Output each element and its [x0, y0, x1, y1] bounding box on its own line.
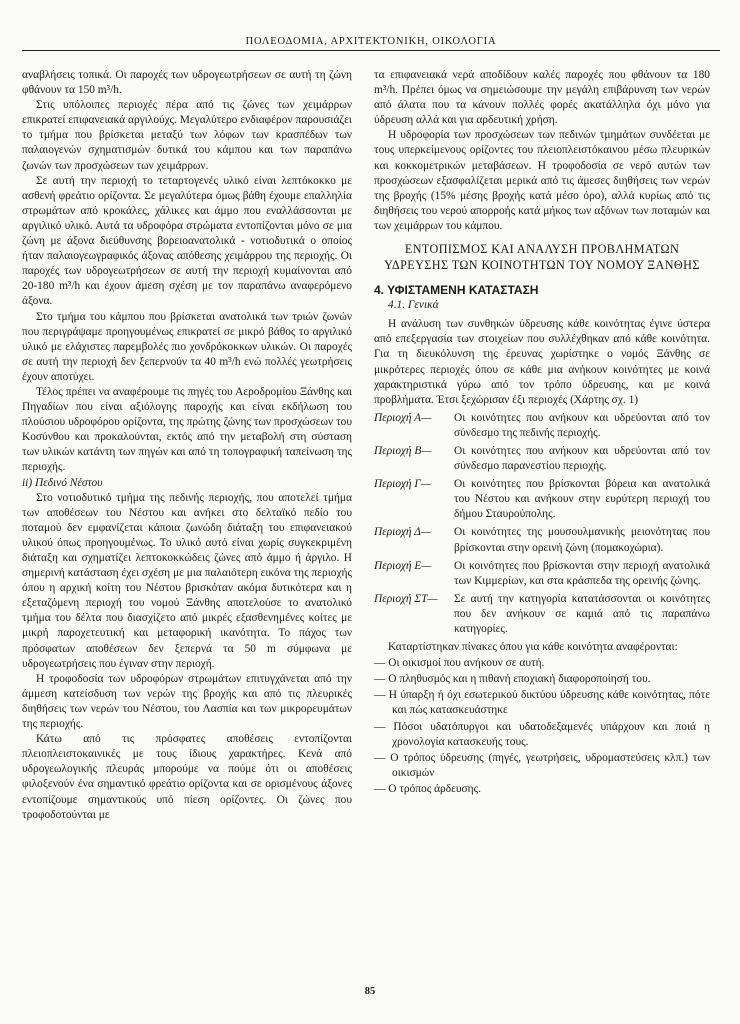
area-text: Οι κοινότητες που βρίσκονται βόρεια και ανατολικά του Νέστου και ανήκουν στην ευρύτερη περιοχή του δήμου Σταυρούπολης. — [454, 478, 710, 521]
heading-4-1: 4.1. Γενικά — [388, 299, 439, 312]
running-header — [22, 36, 720, 51]
paragraph: Καταρτίστηκαν πίνακες όπου για κάθε κοινότητα αναφέρονται: — [388, 641, 678, 654]
running-title: ΠΟΛΕΟΔΟΜΙΑ, ΑΡΧΙΤΕΚΤΟΝΙΚΗ, ΟΙΚΟΛΟΓΙΑ — [245, 36, 497, 47]
area-text: Σε αυτή την κατηγορία κατατάσσονται οι κοινότητες που δεν ανήκουν σε καμιά από τις παραπάνω κατηγορίες. — [454, 592, 710, 635]
paragraph: Στο τμήμα του κάμπου που βρίσκεται ανατολικά των τριών ζωνών που περιγράψαμε προηγουμένως επικρατεί σε μικρό βάθος το αργιλικό υλικό με ελάχιστες παρεμβολές πιο χονδρόκοκκων υλικών. Οι παροχές σε αυτή την περιοχή δεν ξεπερνούν τα 40 m³/h ενώ πολλές γεωτρήσεις έχουν αποτύχει. — [22, 310, 352, 383]
list-item: — Οι οικισμοί που ανήκουν σε αυτή. — [374, 656, 710, 671]
right-column — [374, 68, 710, 798]
area-item — [374, 592, 710, 637]
area-item — [374, 559, 710, 589]
section-title: ΕΝΤΟΠΙΣΜΟΣ ΚΑΙ ΑΝΑΛΥΣΗ ΠΡΟΒΛΗΜΑΤΩΝ ΥΔΡΕΥΣΗΣ ΤΩΝ ΚΟΙΝΟΤΗΤΩΝ ΤΟΥ ΝΟΜΟΥ ΞΑΝΘΗΣ — [384, 242, 700, 272]
area-label: Περιοχή Γ— — [374, 478, 431, 491]
table-contents-list — [374, 656, 710, 797]
subheading: ii) Πεδινό Νέστου — [22, 476, 103, 489]
area-label: Περιοχή Β— — [374, 444, 432, 457]
paragraph: Τέλος πρέπει να αναφέρουμε τις πηγές του Αεροδρομίου Ξάνθης και Πηγαδίων που είναι αξιόλογης παροχής και είναι εκδήλωση του πλούσιου υδροφόρου ορίζοντα, της πρώτης ζώνης των προσχώσεων του Κοσύνθου και προκαλούνται, εκτός από την μεταβολή στη σύσταση των υλικών κατάντη των πηγών και από τη τοπογραφική ταπείνωση της περιοχής. — [22, 385, 352, 474]
area-list — [374, 411, 710, 637]
area-item — [374, 411, 710, 441]
list-item: — Ο τρόπος άρδευσης. — [374, 782, 710, 797]
list-item: — Η ύπαρξη ή όχι εσωτερικού δικτύου ύδρευσης κάθε κοινότητας, πότε και πώς κατασκευάστηκε — [374, 688, 710, 718]
list-item: — Πόσοι υδατόπυργοι και υδατοδεξαμενές υπάρχουν και ποιά η χρονολογία κατασκευής τους. — [374, 720, 710, 750]
area-item — [374, 477, 710, 522]
area-item — [374, 444, 710, 474]
page-number: 85 — [364, 986, 376, 997]
paragraph: τα επιφανειακά νερά αποδίδουν καλές παροχές που φθάνουν τα 180 m³/h. Πρέπει όμως να σημειώσουμε την μεγάλη επιβάρυνση των νερών από άλατα που τα κάνουν πολλές φορές ακατάλληλα όχι μόνο για ύδρευση αλλά και για αρδευτική χρήση. — [374, 69, 710, 127]
area-text: Οι κοινότητες της μουσουλμανικής μειονότητας που βρίσκονται στην ορεινή ζώνη (πομακοχώρια). — [454, 526, 710, 554]
area-label: Περιοχή ΣΤ— — [374, 592, 438, 605]
heading-4: 4. ΥΦΙΣΤΑΜΕΝΗ ΚΑΤΑΣΤΑΣΗ — [374, 283, 539, 298]
area-item — [374, 525, 710, 555]
area-text: Οι κοινότητες που βρίσκονται στην περιοχή ανατολικά των Κιμμερίων, και στα κράσπεδα της ορεινής ζώνης. — [454, 559, 710, 587]
list-item: — Ο τρόπος ύδρευσης (πηγές, γεωτρήσεις, υδρομαστεύσεις κλπ.) των οικισμών — [374, 751, 710, 781]
paragraph: Η υδροφορία των προσχώσεων των πεδινών τμημάτων συνδέεται με τους υπερκείμενους ορίζοντες του πλειοπλειστόκαινου μέσω πλευρικών και κοκκομετρικών μεταβάσεων. Η τροφοδοσία σε νερό αυτών των προσχώσεων εξασφαλίζεται μερικά από τις άμεσες διηθήσεις των νερών της βροχής (15% μέσης βροχής κατά μέσο όρο), αλλά κυρίως από τις διηθήσεις του νερού απορροής κατά μήκος των αξόνων των ποταμών και των χειμάρρων του κάμπου. — [374, 129, 710, 232]
paragraph: Στις υπόλοιπες περιοχές πέρα από τις ζώνες των χειμάρρων επικρατεί επιφανειακά αργιλούχς. Μεγαλύτερο ενδιαφέρον παρουσιάζει το τμήμα που βρίσκεται μεταξύ των λόφων των κρασπέδων των παλαιογενών σχηματισμών δυτικά του κάμπου και των παραπάνω ζωνών των προσχώσεων των χειμάρρων. — [22, 99, 352, 172]
paragraph: Σε αυτή την περιοχή το τεταρτογενές υλικό είναι λεπτόκοκκο με ασθενή φρεάτιο ορίζοντα. Σε μεγαλύτερα όμως βάθη έχουμε επαλληλία στρωμάτων από κροκάλες, χάλικες και άμμο που εναλλάσσονται με αργιλικό υλικό. Αυτά τα υδροφόρα στρώματα εντοπίζονται μόνο σε μια ζώνη με άξονα διεύθυνσης βορειοανατολικά - νοτιοδυτικά ο οποίος ήταν παλαιογεωγραφικός άξονας απόθεσης χειμάρρου της περιοχής. Οι παροχές των υδρογεωτρήσεων σε αυτή την περιοχή κυμαίνονται από 20-180 m³/h και έχουν άμεση σχέση με τον παραπάνω αναφερόμενο άξονα. — [22, 174, 352, 308]
area-label: Περιοχή Α— — [374, 411, 432, 424]
area-text: Οι κοινότητες που ανήκουν και υδρεύονται από τον σύνδεσμο της πεδινής περιοχής. — [454, 411, 710, 439]
list-item: — Ο πληθυσμός και η πιθανή εποχιακή διαφοροποίησή του. — [374, 672, 710, 687]
paragraph: Κάτω από τις πρόσφατες αποθέσεις εντοπίζονται πλειοπλειστοκαινικές με τους ίδιους χαρακτήρες. Κενά από υδρογεωλογικής πλευράς μπορούμε να πούμε ότι οι αποθέσεις φιλοξενούν ένα σημαντικό φρεάτιο ορίζοντα και σε ορισμένους άξονες εντοπίζουμε σημαντικούς υπό πίεση ορίζοντες. Οι ζώνες που τροφοδοτούνται με — [22, 733, 352, 821]
paragraph: αναβλήσεις τοπικά. Οι παροχές των υδρογεωτρήσεων σε αυτή τη ζώνη φθάνουν τα 150 m³/h. — [22, 69, 352, 97]
area-text: Οι κοινότητες που ανήκουν και υδρεύονται από τον σύνδεσμο παρανεστίου περιοχής. — [454, 444, 710, 473]
paragraph: Η τροφοδοσία των υδροφόρων στρωμάτων επιτυγχάνεται από την άμμεση κατείσδυση των νερών της βροχής και από τις πλευρικές διηθήσεις των νερών του Νέστου, του Λασπία και των μικρορευμάτων της περιοχής. — [22, 672, 352, 731]
paragraph: Η ανάλυση των συνθηκών ύδρευσης κάθε κοινότητας έγινε ύστερα από επεξεργασία των στοιχείων που συλλέχθηκαν από κάθε κοινότητα. Για τη διευκόλυνση της έρευνας χωρίστηκε ο νομός Ξάνθης σε μικρότερες περιοχές όπου σε κάθε μια ανήκουν κοινότητες με κοινά χαρακτηριστικά γύρω από τον τρόπο ύδρευσης, και με κοινά προβλήματα. Έτσι ξεχώρισαν έξι περιοχές (Χάρτης σχ. 1) — [374, 318, 710, 406]
area-label: Περιοχή Ε— — [374, 559, 432, 572]
area-label: Περιοχή Δ— — [374, 526, 431, 539]
left-column — [22, 68, 352, 823]
paragraph: Στο νοτιοδυτικό τμήμα της πεδινής περιοχής, που αποτελεί τμήμα των αποθέσεων του Νέστου και ανήκει στο δελταϊκό πεδίο του ποταμού δεν εμφανίζεται κάποια ζωνώδη διάταξη του επιφανειακού υλικού όπως προηγουμένως. Το υλικό αυτό είναι χωρίς συγκεκριμένη διάταξη και σχηματίζει λεπτοκοκκώδεις ζώνες από άμμο ή άργιλο. Η σημερινή κατάσταση έχει σχέση με μια παλαιότερη εικόνα της περιοχής όπου η αρχική κοίτη του Νέστου βρισκόταν ακόμα δυτικότερα και η εξεταζόμενη περιοχή του νομού Ξάνθης αποτελούσε το ανατολικό τμήμα του δέλτα που διασχίζετο από μικρές εξασθενημένες κοίτες με μικρή παροχετευτική και μεταφορική ικανότητα. Το πάχος των πρόσφατων αποθέσεων δεν ξεπερνά τα 50 m σύμφωνα με υδρογεωτρήσεις που έγιναν στην περιοχή. — [22, 491, 352, 670]
